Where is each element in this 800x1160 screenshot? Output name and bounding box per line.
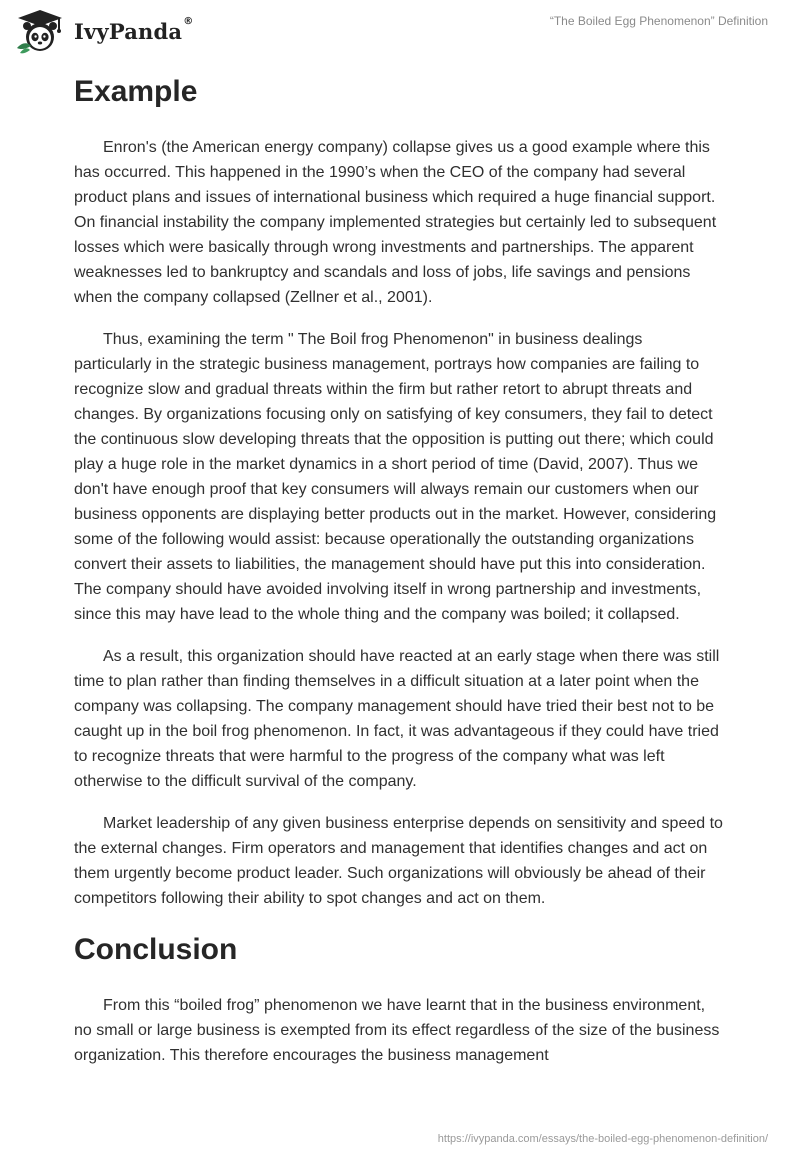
- paragraph: From this “boiled frog” phenomenon we have learnt that in the business environment, no small or large business is exempted from its effect regardless of the size of the business organization. This therefore encourages the business management: [74, 997, 720, 1064]
- panda-graduate-icon: [14, 8, 66, 54]
- paragraph: Market leadership of any given business enterprise depends on sensitivity and speed to the external changes. Firm operators and management that identifies changes and act on them urgently become product leader. Such organizations will obviously be ahead of their competitors following their ability to spot changes and act on them.: [74, 815, 723, 907]
- paragraph: As a result, this organization should have reacted at an early stage when there was still time to plan rather than finding themselves in a difficult situation at a later point when the company was collapsing. The company management should have tried their best not to be caught up in the boil frog phenomenon. In fact, it was advantageous if they could have tried to recognize threats that were harmful to the progress of the company what was left otherwise to the difficult survival of the company.: [74, 648, 720, 790]
- registered-mark: ®: [183, 15, 194, 27]
- paragraph: Enron's (the American energy company) collapse gives us a good example where this has occurred. This happened in the 1990’s when the CEO of the company had several product plans and issues of international business which required a huge financial support. On financial instability the company implemented strategies but certainly led to subsequent losses which were basically through wrong investments and partnerships. The apparent weaknesses led to bankruptcy and scandals and loss of jobs, life savings and pensions when the company collapsed (Zellner et al., 2001).: [74, 139, 717, 306]
- page-header: [0, 0, 800, 60]
- section-heading-conclusion: Conclusion: [74, 933, 238, 966]
- brand-name: [74, 15, 194, 44]
- brand-name-text: IvyPanda: [74, 18, 183, 44]
- document-title: “The Boiled Egg Phenomenon” Definition: [549, 14, 768, 28]
- section-heading-example: Example: [74, 75, 198, 108]
- essay-content: [74, 70, 724, 1068]
- source-url[interactable]: https://ivypanda.com/essays/the-boiled-egg-phenomenon-definition/: [437, 1133, 768, 1145]
- paragraph: Thus, examining the term " The Boil frog Phenomenon" in business dealings particularly in the strategic business management, portrays how companies are failing to recognize slow and gradual threats within the firm but rather retort to abrupt threats and changes. By organizations focusing only on satisfying of key consumers, they fail to detect the continuous slow developing threats that the opposition is putting out there; which could play a huge role in the market dynamics in a short period of time (David, 2007). Thus we don't have enough proof that key consumers will always remain our customers when our business opponents are displaying better products out in the market. However, considering some of the following would assist: because operationally the outstanding organizations convert their assets to liabilities, the management should have put this into consideration. The company should have avoided involving itself in wrong partnership and investments, since this may have lead to the whole thing and the company was boiled; it collapsed.: [74, 331, 717, 623]
- brand-logo[interactable]: [14, 8, 193, 54]
